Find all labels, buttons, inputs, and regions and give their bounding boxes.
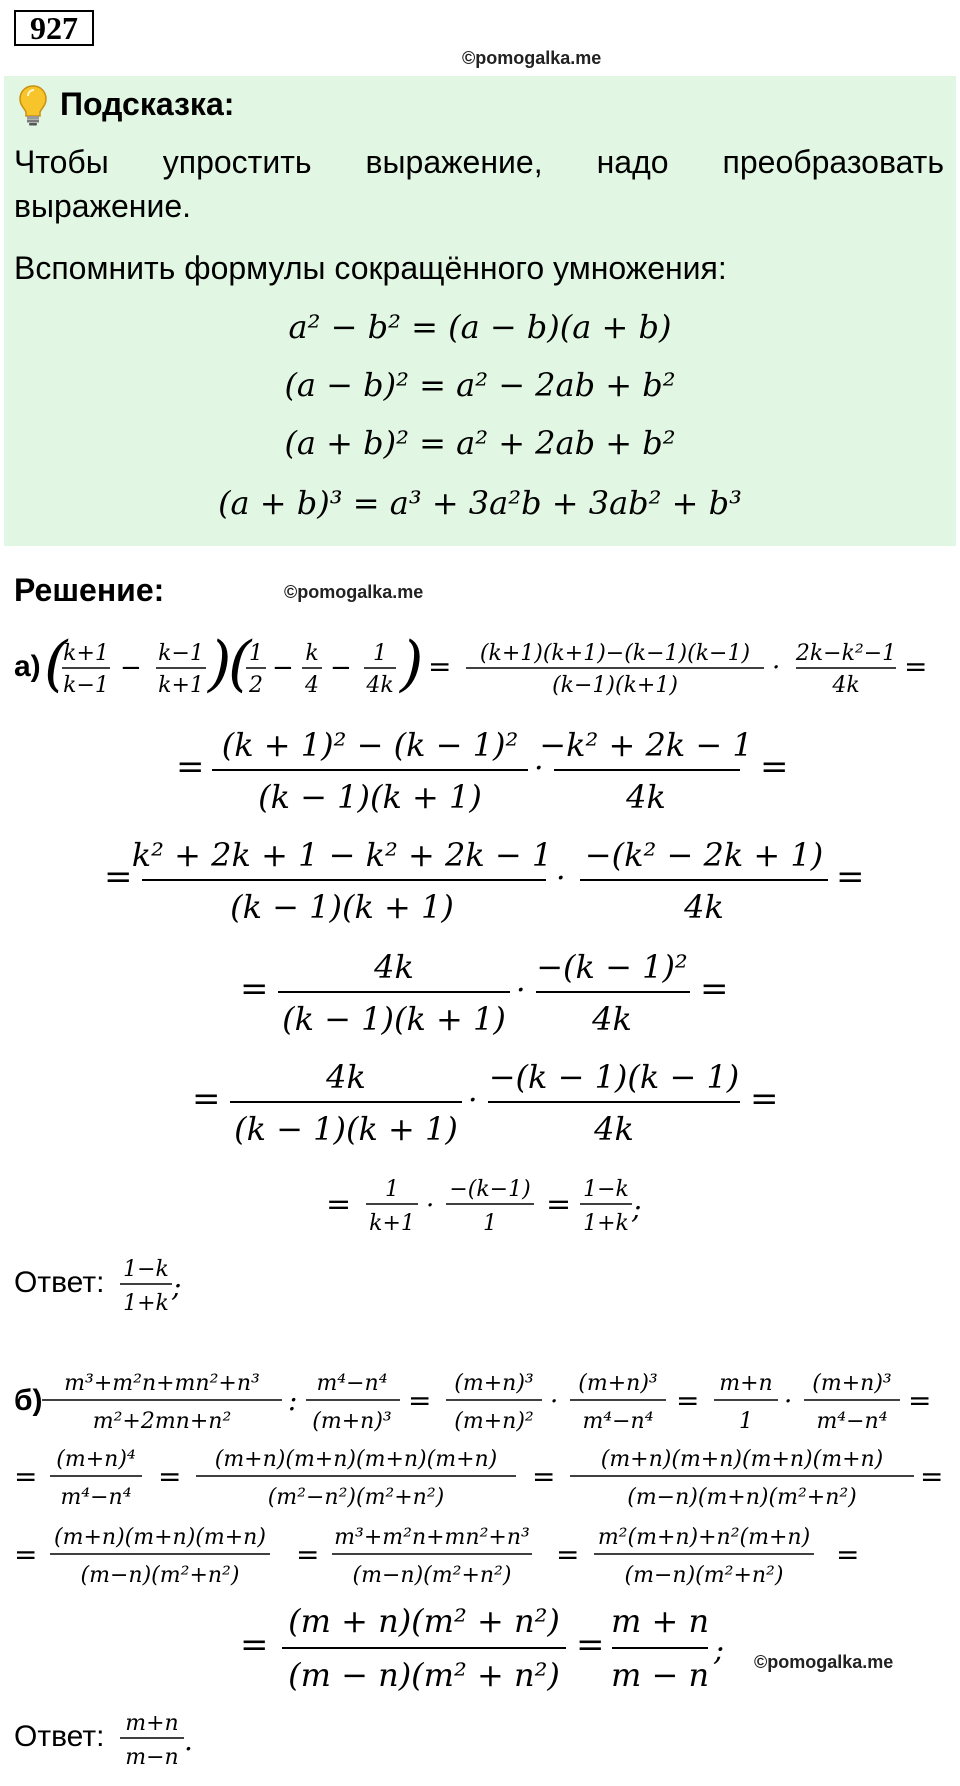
svg-text:4k: 4k	[374, 948, 414, 986]
svg-text:(m+n)⁴: (m+n)⁴	[56, 1447, 136, 1472]
answer-b-label: Ответ:	[14, 1720, 105, 1753]
svg-text:m⁴−n⁴: m⁴−n⁴	[816, 1409, 888, 1434]
paren: (	[44, 629, 68, 699]
svg-text:(: (	[228, 629, 252, 699]
svg-text:=: =	[296, 1538, 320, 1571]
svg-text:(m+n)³: (m+n)³	[454, 1371, 534, 1396]
part-b-answer	[0, 1704, 300, 1784]
svg-text:−: −	[120, 653, 142, 683]
svg-text:=: =	[176, 747, 205, 787]
svg-text:(m−n)(m²+n²): (m−n)(m²+n²)	[624, 1563, 784, 1588]
svg-text:.: .	[184, 1724, 193, 1757]
svg-text:=: =	[700, 969, 729, 1009]
svg-text:2: 2	[249, 673, 263, 698]
svg-text:(k+1)(k+1)−(k−1)(k−1): (k+1)(k+1)−(k−1)(k−1)	[479, 641, 751, 666]
solution-title: Решение:	[14, 572, 165, 608]
svg-text:m + n: m + n	[610, 1602, 710, 1640]
svg-text:=: =	[192, 1079, 221, 1119]
formula-diff-squares: a² − b² = (a − b)(a + b)	[288, 308, 672, 346]
svg-text:=: =	[750, 1079, 779, 1119]
svg-text:k: k	[305, 641, 319, 666]
svg-text:1−k: 1−k	[583, 1177, 629, 1202]
svg-text:): )	[208, 629, 232, 699]
svg-text:=: =	[920, 1460, 944, 1493]
svg-text:k+1: k+1	[369, 1211, 415, 1236]
svg-text:1: 1	[249, 641, 263, 666]
svg-text:(m+n)(m+n)(m+n)(m+n): (m+n)(m+n)(m+n)(m+n)	[600, 1447, 884, 1472]
svg-text:m⁴−n⁴: m⁴−n⁴	[316, 1371, 388, 1396]
svg-text:=: =	[240, 1625, 269, 1665]
part-b-label: б)	[14, 1384, 43, 1417]
svg-text:;: ;	[632, 1192, 642, 1225]
svg-text:=: =	[836, 1538, 860, 1571]
part-b-row-3	[0, 1518, 960, 1598]
svg-text:(m+n)³: (m+n)³	[312, 1409, 392, 1434]
part-a-row-6	[0, 1168, 960, 1248]
svg-text:(k−1)(k+1): (k−1)(k+1)	[552, 673, 678, 698]
svg-text:=: =	[546, 1187, 572, 1222]
svg-text:1: 1	[373, 641, 387, 666]
svg-text:4k: 4k	[326, 1058, 366, 1096]
svg-text:k+1: k+1	[158, 673, 204, 698]
svg-text:;: ;	[714, 1633, 725, 1668]
problem-number: 927	[14, 10, 94, 46]
hint-title: Подсказка:	[60, 86, 235, 122]
svg-text:(k − 1)(k + 1): (k − 1)(k + 1)	[258, 778, 482, 816]
svg-text:(m+n)³: (m+n)³	[578, 1371, 658, 1396]
svg-text:−(k − 1)(k − 1): −(k − 1)(k − 1)	[488, 1058, 740, 1096]
svg-text:4k: 4k	[366, 673, 394, 698]
part-a-row-4	[0, 942, 960, 1042]
part-b-row-2	[0, 1440, 960, 1520]
svg-text:1: 1	[739, 1409, 753, 1434]
svg-text:−(k² − 2k + 1): −(k² − 2k + 1)	[584, 836, 824, 874]
svg-text:(m−n)(m²+n²): (m−n)(m²+n²)	[352, 1563, 512, 1588]
formula-square-sum: (a + b)² = a² + 2ab + b²	[284, 424, 676, 462]
part-a-row-3	[0, 830, 960, 930]
svg-text:−: −	[330, 653, 352, 683]
svg-text:4k: 4k	[832, 673, 860, 698]
hint-line-1: Чтобы упростить выражение, надо преобразовать	[14, 144, 944, 180]
svg-text:=: =	[158, 1460, 182, 1493]
svg-text::: :	[288, 1384, 298, 1417]
part-b-row-1	[0, 1364, 960, 1444]
svg-text:(m − n)(m² + n²): (m − n)(m² + n²)	[288, 1656, 560, 1694]
svg-text:=: =	[408, 1384, 432, 1417]
svg-text:k+1: k+1	[63, 641, 109, 666]
svg-text:=: =	[532, 1460, 556, 1493]
svg-text:1−k: 1−k	[123, 1257, 169, 1282]
svg-text:=: =	[240, 969, 269, 1009]
svg-text:1: 1	[483, 1211, 497, 1236]
svg-text:m+n: m+n	[719, 1371, 773, 1396]
svg-text:=: =	[326, 1187, 352, 1222]
svg-text:k−1: k−1	[63, 673, 109, 698]
svg-text:m²(m+n)+n²(m+n): m²(m+n)+n²(m+n)	[597, 1525, 811, 1550]
svg-text:(m+n)(m+n)(m+n): (m+n)(m+n)(m+n)	[54, 1525, 266, 1550]
svg-text:·: ·	[426, 1191, 435, 1221]
svg-text:m⁴−n⁴: m⁴−n⁴	[60, 1485, 132, 1510]
svg-text:4k: 4k	[684, 888, 724, 926]
lightbulb-icon	[18, 84, 48, 126]
svg-text:(k + 1)² − (k − 1)²: (k + 1)² − (k − 1)²	[221, 726, 519, 764]
svg-text:=: =	[836, 857, 865, 897]
part-a-row-2	[0, 720, 960, 820]
svg-text:·: ·	[468, 1083, 478, 1118]
svg-text:(m + n)(m² + n²): (m + n)(m² + n²)	[288, 1602, 560, 1640]
part-a-row-5	[0, 1052, 960, 1152]
watermark-bottom: ©pomogalka.me	[754, 1652, 894, 1672]
svg-text:1+k: 1+k	[583, 1211, 629, 1236]
watermark-top: ©pomogalka.me	[462, 48, 602, 68]
svg-text:m²+2mn+n²: m²+2mn+n²	[92, 1409, 232, 1434]
svg-text:4k: 4k	[592, 1000, 632, 1038]
svg-text:·: ·	[772, 653, 781, 683]
part-a-row-1	[0, 630, 960, 710]
svg-text:−: −	[272, 653, 294, 683]
svg-text:m⁴−n⁴: m⁴−n⁴	[582, 1409, 654, 1434]
svg-text:·: ·	[550, 1387, 559, 1417]
svg-text:=: =	[104, 857, 133, 897]
svg-text:m − n: m − n	[610, 1656, 710, 1694]
svg-text:=: =	[676, 1384, 700, 1417]
svg-text:): )	[400, 629, 424, 699]
hint-line-3: Вспомнить формулы сокращённого умножения:	[14, 250, 727, 286]
watermark-middle: ©pomogalka.me	[284, 582, 424, 602]
svg-text:(k − 1)(k + 1): (k − 1)(k + 1)	[234, 1110, 458, 1148]
svg-text:1: 1	[385, 1177, 399, 1202]
svg-text:(m²−n²)(m²+n²): (m²−n²)(m²+n²)	[267, 1485, 445, 1510]
svg-text:4k: 4k	[594, 1110, 634, 1148]
svg-text:m−n: m−n	[125, 1745, 179, 1770]
svg-text:(m−n)(m²+n²): (m−n)(m²+n²)	[80, 1563, 240, 1588]
svg-text:(k − 1)(k + 1): (k − 1)(k + 1)	[230, 888, 454, 926]
part-a-label: а)	[14, 650, 41, 683]
svg-text:m+n: m+n	[125, 1711, 179, 1736]
svg-text:4: 4	[305, 673, 319, 698]
svg-text:(m−n)(m+n)(m²+n²): (m−n)(m+n)(m²+n²)	[627, 1485, 857, 1510]
svg-text:=: =	[14, 1460, 38, 1493]
svg-text:=: =	[14, 1538, 38, 1571]
svg-text:=: =	[576, 1625, 605, 1665]
hint-line-2: выражение.	[14, 188, 192, 224]
svg-text:4k: 4k	[626, 778, 666, 816]
part-b-row-4	[0, 1594, 960, 1704]
svg-text:=: =	[556, 1538, 580, 1571]
svg-text:=: =	[760, 747, 789, 787]
svg-text:=: =	[904, 650, 928, 683]
svg-text:−(k − 1)²: −(k − 1)²	[536, 948, 688, 986]
svg-text:·: ·	[556, 861, 566, 896]
svg-text:(m+n)³: (m+n)³	[812, 1371, 892, 1396]
svg-text:k−1: k−1	[158, 641, 204, 666]
svg-text:=: =	[908, 1384, 932, 1417]
svg-text:(k − 1)(k + 1): (k − 1)(k + 1)	[282, 1000, 506, 1038]
answer-a-label: Ответ:	[14, 1266, 105, 1299]
svg-text:m³+m²n+mn²+n³: m³+m²n+mn²+n³	[64, 1371, 260, 1396]
svg-text:−(k−1): −(k−1)	[449, 1177, 531, 1202]
formula-square-diff: (a − b)² = a² − 2ab + b²	[284, 366, 676, 404]
svg-text:2k−k²−1: 2k−k²−1	[795, 641, 897, 666]
part-a-answer	[0, 1250, 300, 1330]
svg-text:(m+n)(m+n)(m+n)(m+n): (m+n)(m+n)(m+n)(m+n)	[214, 1447, 498, 1472]
svg-text:·: ·	[784, 1387, 793, 1417]
svg-text:=: =	[428, 650, 452, 683]
svg-text:;: ;	[172, 1270, 182, 1303]
svg-text:(m+n)²: (m+n)²	[454, 1409, 534, 1434]
svg-text:−k² + 2k − 1: −k² + 2k − 1	[539, 726, 753, 764]
svg-text:·: ·	[534, 751, 544, 786]
svg-text:·: ·	[516, 973, 526, 1008]
svg-text:m³+m²n+mn²+n³: m³+m²n+mn²+n³	[334, 1525, 530, 1550]
svg-text:1+k: 1+k	[123, 1291, 169, 1316]
formula-cube-sum: (a + b)³ = a³ + 3a²b + 3ab² + b³	[218, 484, 742, 522]
svg-text:k² + 2k + 1 − k² + 2k − 1: k² + 2k + 1 − k² + 2k − 1	[131, 836, 553, 874]
